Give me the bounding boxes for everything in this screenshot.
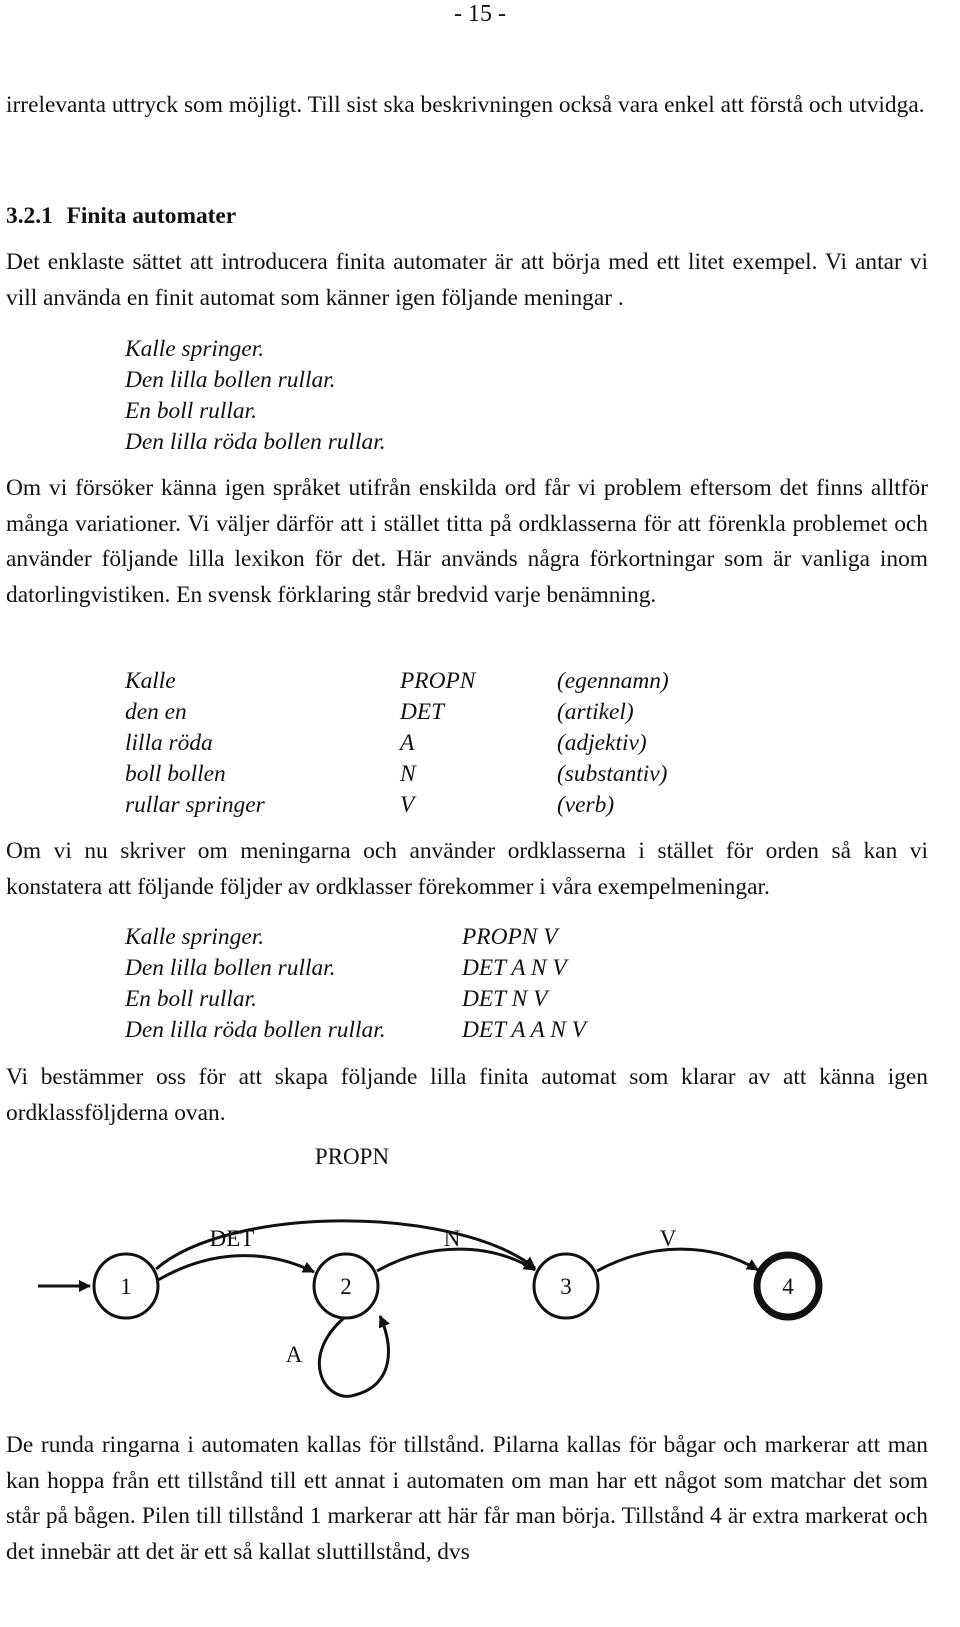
sequence-sentence: En boll rullar. (125, 986, 257, 1012)
lexicon-words: den en (125, 699, 187, 725)
state-4-label: 4 (782, 1274, 794, 1299)
state-4-final (757, 1255, 819, 1317)
lexicon-explanation: (artikel) (557, 699, 634, 725)
paragraph-4: Vi bestämmer oss för att skapa följande lilla finita automat som klarar av att känna igen ordklassföljderna ovan. (6, 1064, 928, 1126)
section-title: Finita automater (66, 203, 237, 229)
lexicon-table (125, 666, 669, 821)
state-1 (94, 1254, 158, 1318)
lexicon-row (125, 697, 669, 728)
section-number: 3.2.1 (6, 203, 53, 229)
state-3 (534, 1254, 598, 1318)
lexicon-row (125, 790, 669, 821)
lexicon-words: lilla röda (125, 730, 213, 756)
lexicon-explanation: (substantiv) (557, 761, 668, 787)
sequence-tags: DET A N V (462, 955, 567, 981)
lexicon-tag: A (400, 730, 415, 756)
transition-label-propn: PROPN (314, 1144, 390, 1169)
lexicon-row (125, 759, 669, 790)
lexicon-tag: PROPN (400, 668, 476, 694)
paragraph-5: De runda ringarna i automaten kallas för tillstånd. Pilarna kallas för bågar och markerar att man kan hoppa från ett tillstånd till ett annat i automaten om man har ett något som matchar det som står på bågen. Pilen till tillstånd 1 markerar att här får man börja. Tillstånd 4 är extra markerat och det innebär att det är ett så kallat sluttillstånd, dvs (6, 1432, 928, 1565)
state-2 (314, 1254, 378, 1318)
paragraph-2: Om vi försöker känna igen språket utifrån enskilda ord får vi problem eftersom det finns alltför många variationer. Vi väljer därför att i stället titta på ordklasserna för att förenkla problemet och använder följande lilla lexikon för det. Här används några förkortningar som är vanliga inom datorlingvistiken. En svensk förklaring står bredvid varje benämning. (6, 475, 928, 608)
tag-sequence-table (125, 922, 586, 1046)
sequence-tags: DET A A N V (462, 1017, 586, 1043)
lexicon-tag: N (400, 761, 416, 787)
example-sentence: Den lilla bollen rullar. (125, 367, 336, 393)
lexicon-row (125, 728, 669, 759)
tag-sequence-row (125, 984, 586, 1015)
state-3-label: 3 (560, 1274, 572, 1299)
tag-sequence-row (125, 1015, 586, 1046)
example-sentence: En boll rullar. (125, 398, 257, 424)
transition-label-a: A (285, 1342, 303, 1367)
section-heading (6, 200, 236, 232)
state-1-label: 1 (120, 1274, 132, 1299)
sequence-sentence: Kalle springer. (125, 924, 265, 950)
transition-label-n: N (443, 1226, 461, 1251)
finite-automaton-diagram (0, 1130, 960, 1420)
example-sentence: Kalle springer. (125, 336, 265, 362)
lexicon-explanation: (verb) (557, 792, 615, 818)
sequence-sentence: Den lilla bollen rullar. (125, 955, 336, 981)
paragraph-1: Det enklaste sättet att introducera finita automater är att börja med ett litet exempel. Vi antar vi vill använda en finit automat som känner igen följande meningar . (6, 249, 928, 311)
lexicon-tag: DET (400, 699, 445, 725)
sequence-tags: DET N V (462, 986, 548, 1012)
transition-label-v: V (659, 1226, 677, 1251)
lexicon-row (125, 666, 669, 697)
transition-arc-a (319, 1313, 388, 1396)
intro-paragraph: irrelevanta uttryck som möjligt. Till sist ska beskrivningen också vara enkel att förstå och utvidga. (6, 92, 925, 118)
lexicon-words: boll bollen (125, 761, 226, 787)
lexicon-explanation: (adjektiv) (557, 730, 647, 756)
lexicon-explanation: (egennamn) (557, 668, 669, 694)
page-number: - 15 - (454, 1, 506, 27)
example-sentence-list (125, 334, 386, 458)
lexicon-words: Kalle (125, 668, 176, 694)
example-sentence: Den lilla röda bollen rullar. (125, 429, 386, 455)
tag-sequence-row (125, 953, 586, 984)
transition-arc-v (597, 1249, 758, 1271)
state-2-label: 2 (340, 1274, 352, 1299)
sequence-tags: PROPN V (462, 924, 558, 950)
paragraph-3: Om vi nu skriver om meningarna och använder ordklasserna i stället för orden så kan vi konstatera att följande följder av ordklasser förekommer i våra exempelmeningar. (6, 838, 928, 900)
transition-arc-det (158, 1256, 314, 1280)
lexicon-tag: V (400, 792, 415, 818)
transition-label-det: DET (209, 1226, 255, 1251)
lexicon-words: rullar springer (125, 792, 265, 818)
sequence-sentence: Den lilla röda bollen rullar. (125, 1017, 386, 1043)
tag-sequence-row (125, 922, 586, 953)
